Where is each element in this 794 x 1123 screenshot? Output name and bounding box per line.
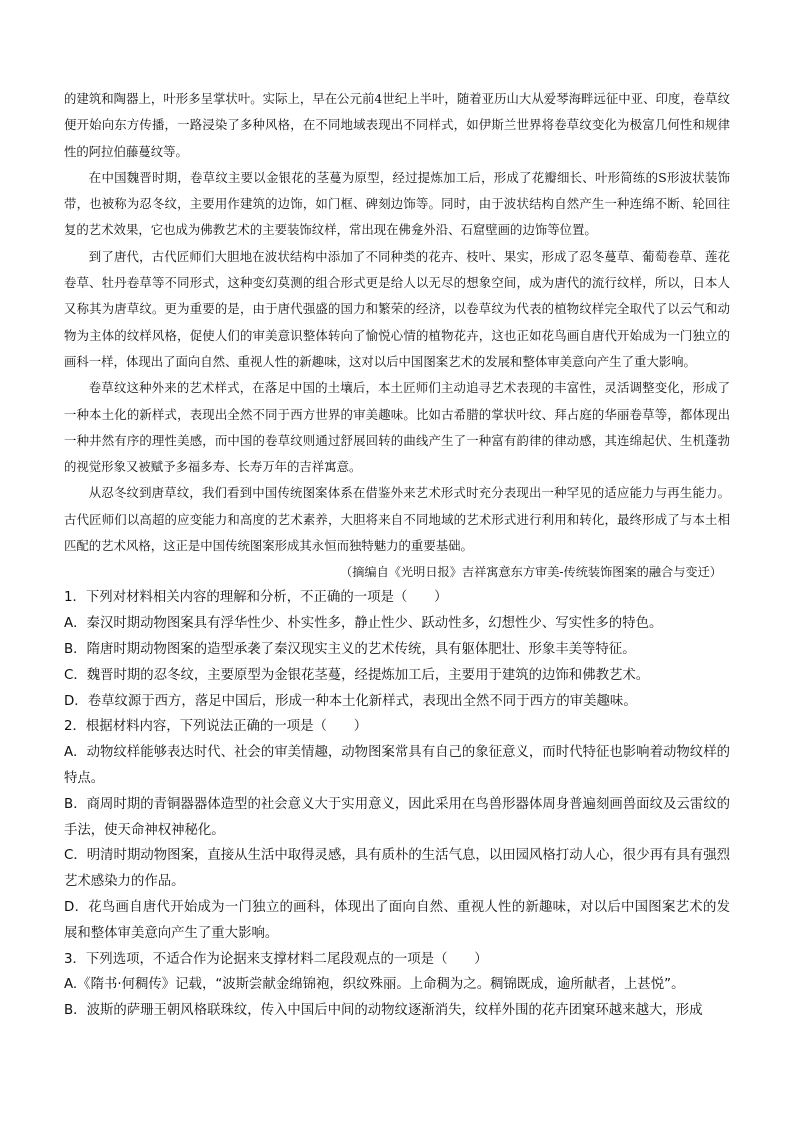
question-2-option-a: A．动物纹样能够表达时代、社会的审美情趣，动物图案常具有自己的象征意义，而时代特征也影响着动物纹样的特点。 [64, 745, 730, 786]
question-3-stem: 3．下列选项，不适合作为论据来支撑材料二尾段观点的一项是（ ） [64, 951, 488, 967]
document-page [64, 86, 730, 1024]
passage-source: （摘编自《光明日报》吉祥寓意东方审美-传统装饰图案的融合与变迁） [340, 565, 722, 580]
passage-paragraph-2: 到了唐代，古代匠师们大胆地在波状结构中添加了不同种类的花卉、枝叶、果实，形成了忍冬蔓草、葡萄卷草、莲花卷草、牡丹卷草等不同形式，这种变幻莫测的组合形式更是给人以无尽的想象空间，成为唐代的流行纹样，所以，日本人又称其为唐草纹。更为重要的是，由于唐代强盛的国力和繁荣的经济，以卷草纹为代表的植物纹样完全取代了以云气和动物为主体的纹样风格，促使人们的审美意识整体转向了愉悦心情的植物花卉，这也正如花鸟画自唐代开始成为一门独立的画科一样，体现出了面向自然、重视人性的新趣味，这对以后中国图案艺术的发展和整体审美意向产生了重大影响。 [64, 248, 730, 369]
question-2-option-b: B．商周时期的青铜器器体造型的社会意义大于实用意义，因此采用在鸟兽形器体周身普遍刻画兽面纹及云雷纹的手法，使天命神权神秘化。 [64, 796, 730, 838]
passage-paragraph-1: 在中国魏晋时期，卷草纹主要以金银花的茎蔓为原型，经过提炼加工后，形成了花瓣细长、叶形简练的S形波状装饰带，也被称为忍冬纹，主要用作建筑的边饰，如门框、碑刻边饰等。同时，由于波状结构自然产生一种连绵不断、轮回往复的艺术效果，它也成为佛教艺术的主要装饰纹样，常出现在佛龛外沿、石窟壁画的边饰等位置。 [64, 169, 730, 238]
question-1-stem: 1．下列对材料相关内容的理解和分析，不正确的一项是（ ） [64, 590, 448, 606]
passage-paragraph-4: 从忍冬纹到唐草纹，我们看到中国传统图案体系在借鉴外来艺术形式时充分表现出一种罕见的适应能力与再生能力。古代匠师们以高超的应变能力和高度的艺术素养，大胆将来自不同地域的艺术形式进行利用和转化，最终形成了与本土相匹配的艺术风格，这正是中国传统图案形成其永恒而独特魅力的重要基础。 [64, 485, 730, 554]
question-1-option-a: A．秦汉时期动物图案具有浮华性少、朴实性多，静止性少、跃动性多，幻想性少、写实性多的特色。 [64, 616, 663, 632]
question-list [64, 585, 730, 1024]
question-3-option-b: B．波斯的萨珊王朝风格联珠纹，传入中国后中间的动物纹逐渐消失，纹样外围的花卉团窠环越来越大，形成 [64, 1003, 703, 1019]
question-1-option-d: D．卷草纹源于西方，落足中国后，形成一种本土化新样式，表现出全然不同于西方的审美趣味。 [64, 693, 637, 709]
question-3-option-a: A.《隋书·何稠传》记载，“波斯尝献金绵锦袍，织纹殊丽。上命稠为之。稠锦既成，逾所献者，上甚悦”。 [64, 977, 685, 993]
question-1-option-b: B．隋唐时期动物图案的造型承袭了秦汉现实主义的艺术传统，具有躯体肥壮、形象丰美等特征。 [64, 641, 636, 657]
passage-paragraph-3: 卷草纹这种外来的艺术样式，在落足中国的土壤后，本土匠师们主动追寻艺术表现的丰富性，灵活调整变化，形成了一种本土化的新样式，表现出全然不同于西方世界的审美趣味。比如古希腊的掌状叶纹、拜占庭的华丽卷草等，都体现出一种井然有序的理性美感，而中国的卷草纹则通过舒展回转的曲线产生了一种富有韵律的律动感，其连绵起伏、生机蓬勃的视觉形象又被赋予多福多寿、长寿万年的吉祥寓意。 [64, 380, 730, 475]
question-2-option-c: C．明清时期动物图案，直接从生活中取得灵感，具有质朴的生活气息，以田园风格打动人心，很少再有具有强烈艺术感染力的作品。 [64, 848, 730, 890]
question-2-stem: 2．根据材料内容，下列说法正确的一项是（ ） [64, 719, 368, 735]
passage-paragraph-0: 的建筑和陶器上，叶形多呈掌状叶。实际上，早在公元前4世纪上半叶，随着亚历山大从爱琴海畔远征中亚、印度，卷草纹便开始向东方传播，一路浸染了多种风格，在不同地域表现出不同样式，如伊斯兰世界将卷草纹变化为极富几何性和规律性的阿拉伯藤蔓纹等。 [64, 91, 730, 159]
question-1-option-c: C．魏晋时期的忍冬纹，主要原型为金银花茎蔓，经提炼加工后，主要用于建筑的边饰和佛教艺术。 [64, 667, 650, 683]
reading-passage [64, 86, 730, 559]
question-2-option-d: D．花鸟画自唐代开始成为一门独立的画科，体现出了面向自然、重视人性的新趣味，对以后中国图案艺术的发展和整体审美意向产生了重大影响。 [64, 899, 730, 941]
